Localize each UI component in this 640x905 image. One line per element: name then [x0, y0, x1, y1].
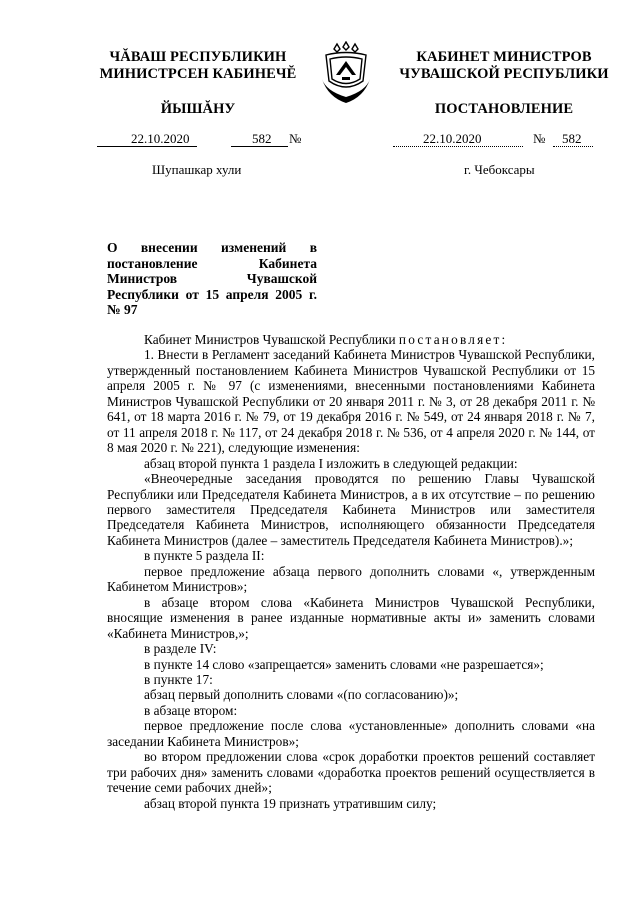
body-paragraph: в пункте 5 раздела II:: [144, 548, 265, 564]
intro-text: Кабинет Министров Чувашской Республики: [144, 332, 399, 347]
left-number: 582: [252, 131, 272, 146]
left-org-line1: ЧĂВАШ РЕСПУБЛИКИН: [109, 49, 287, 65]
body-paragraph: в пункте 14 слово «запрещается» заменить словами «не разрешается»;: [144, 656, 544, 672]
right-number-sign: №: [533, 131, 546, 146]
body-paragraph: в абзаце втором слова «Кабинета Министров Чувашской Республики, вносящие изменения в ранее изданные нормативные акты и» заменить словами «Кабинета Министров,»;: [107, 594, 595, 641]
body-paragraph: первое предложение абзаца первого дополнить словами «, утвержденным Кабинетом Министров»;: [107, 563, 595, 595]
intro-paragraph: [107, 332, 595, 347]
body-paragraph: 1. Внести в Регламент заседаний Кабинета Министров Чувашской Республики, утвержденный постановлением Кабинета Министров Чувашской Республики от 15 апреля 2005 г. № 97 (с изменениями, внесенными постановлениями Кабинета Министров Чувашской Республики от 20 января 2011 г. № 3, от 28 декабря 2011 г. № 641, от 18 марта 2016 г. № 79, от 19 декабря 2016 г. № 549, от 24 января 2018 г. № 7, от 11 апреля 2018 г. № 117, от 24 декабря 2018 г. № 536, от 4 апреля 2020 г. № 144, от 8 мая 2020 г. № 221), следующие изменения:: [107, 347, 595, 456]
right-number: 582: [562, 131, 582, 146]
right-org-line1: КАБИНЕТ МИНИСТРОВ: [416, 49, 592, 65]
body-paragraph: первое предложение после слова «установленные» дополнить словами «на заседании Кабинета Министров»;: [107, 718, 595, 749]
body-paragraph: в разделе IV:: [144, 641, 217, 657]
body-paragraph: в пункте 17:: [144, 671, 213, 687]
body-paragraph: абзац второй пункта 19 признать утратившим силу;: [144, 795, 437, 811]
right-doc-type: ПОСТАНОВЛЕНИЕ: [434, 101, 574, 117]
left-org-line2: МИНИСТРСЕН КАБИНЕЧĔ: [99, 66, 297, 82]
coat-of-arms-emblem: [318, 41, 374, 107]
left-doc-type: ЙЫШĂНУ: [160, 101, 236, 117]
left-org-name: [98, 49, 298, 83]
left-city: Шупашкар хули: [152, 162, 242, 177]
right-city: г. Чебоксары: [464, 162, 535, 177]
left-number-sign: №: [289, 131, 302, 146]
right-date: 22.10.2020: [423, 131, 482, 146]
body-paragraph: «Внеочередные заседания проводятся по решению Главы Чувашской Республики или Председателя Кабинета Министров, а в их отсутствие – по решению первого заместителя Председателя Кабинета Министров или заместителя Председателя Кабинета Министров, исполняющего обязанности Председателя Кабинета Министров (далее – заместитель Председателя Кабинета Министров).»;: [107, 471, 595, 548]
body-paragraph: в абзаце втором:: [144, 702, 238, 718]
body-paragraph: абзац первый дополнить словами «(по согласованию)»;: [144, 687, 459, 703]
right-org-name: [392, 49, 616, 83]
right-org-line2: ЧУВАШСКОЙ РЕСПУБЛИКИ: [399, 66, 609, 82]
body-paragraph: во втором предложении слова «срок доработки проектов решений составляет три рабочих дня» заменить словами «доработка проектов решений осуществляется в течение семи рабочих дней»;: [107, 749, 595, 796]
intro-spaced: постановляет:: [398, 332, 508, 347]
left-date: 22.10.2020: [131, 131, 190, 146]
body-paragraph: абзац второй пункта 1 раздела I изложить в следующей редакции:: [144, 455, 518, 471]
document-body: [107, 332, 595, 811]
document-title: О внесении изменений в постановление Кабинета Министров Чувашской Республики от 15 апреля 2005 г. № 97: [107, 240, 317, 318]
